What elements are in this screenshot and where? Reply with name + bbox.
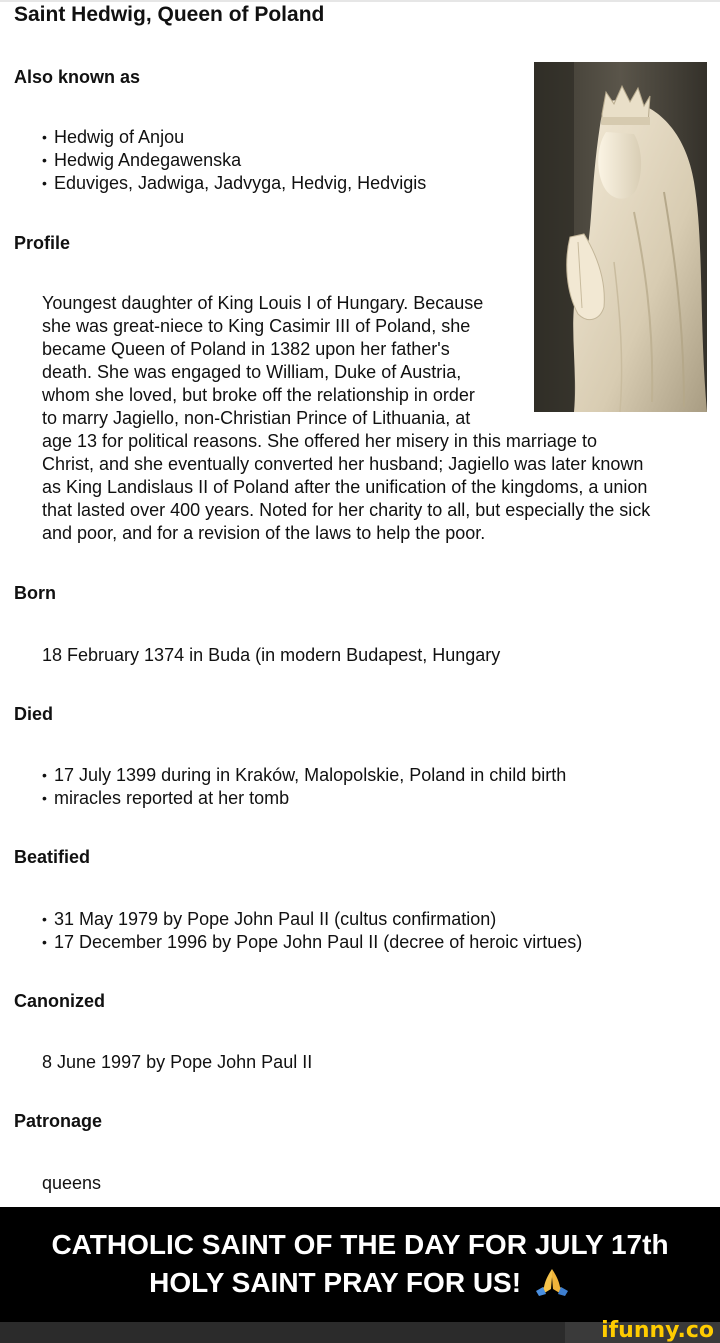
top-divider — [0, 0, 720, 2]
profile-line: whom she loved, but broke off the relationship in order — [42, 385, 475, 405]
caption-banner — [0, 1207, 720, 1322]
heading-died: Died — [14, 704, 54, 724]
list-item: • Eduviges, Jadwiga, Jadvyga, Hedvig, Hedvigis — [42, 172, 426, 195]
list-item: • 17 July 1399 during in Kraków, Malopolskie, Poland in child birth — [42, 764, 566, 787]
profile-line: age 13 for political reasons. She offered her misery in this marriage to — [42, 431, 597, 451]
died-list — [42, 764, 566, 810]
profile-line: that lasted over 400 years. Noted for her charity to all, but especially the sick — [42, 500, 651, 520]
profile-line: Youngest daughter of King Louis I of Hungary. Because — [42, 293, 484, 313]
ifunny-watermark-logo: ifunny.co — [601, 1318, 714, 1343]
born-text: 18 February 1374 in Buda (in modern Budapest, Hungary — [42, 645, 501, 665]
profile-line: she was great-niece to King Casimir III of Poland, she — [42, 316, 471, 336]
profile-line: as King Landislaus II of Poland after the unification of the kingdoms, a union — [42, 477, 648, 497]
list-item: • Hedwig Andegawenska — [42, 149, 426, 172]
profile-line: Christ, and she eventually converted her husband; Jagiello was later known — [42, 454, 644, 474]
list-item: • 17 December 1996 by Pope John Paul II (decree of heroic virtues) — [42, 931, 582, 954]
patronage-text: queens — [42, 1173, 102, 1193]
canonized-text: 8 June 1997 by Pope John Paul II — [42, 1052, 313, 1072]
praying-hands-icon — [533, 1267, 571, 1297]
heading-beatified: Beatified — [14, 847, 91, 867]
profile-line: and poor, and for a revision of the laws to help the poor. — [42, 523, 486, 543]
heading-born: Born — [14, 583, 56, 603]
heading-profile: Profile — [14, 233, 71, 253]
profile-paragraph — [42, 292, 708, 545]
page-title: Saint Hedwig, Queen of Poland — [14, 3, 325, 26]
heading-patronage: Patronage — [14, 1111, 103, 1131]
profile-line: became Queen of Poland in 1382 upon her father's — [42, 339, 450, 359]
heading-canonized: Canonized — [14, 991, 106, 1011]
heading-also-known-as: Also known as — [14, 67, 141, 87]
list-item: • 31 May 1979 by Pope John Paul II (cultus confirmation) — [42, 908, 582, 931]
banner-line-1: CATHOLIC SAINT OF THE DAY FOR JULY 17th — [51, 1229, 669, 1260]
also-known-as-list — [42, 126, 426, 195]
beatified-list — [42, 908, 582, 954]
profile-line: death. She was engaged to William, Duke of Austria, — [42, 362, 462, 382]
list-item: • Hedwig of Anjou — [42, 126, 426, 149]
banner-line-2 — [0, 1267, 720, 1299]
banner-line-2-text: HOLY SAINT PRAY FOR US! — [149, 1267, 522, 1298]
list-item: • miracles reported at her tomb — [42, 787, 566, 810]
profile-line: to marry Jagiello, non-Christian Prince of Lithuania, at — [42, 408, 471, 428]
